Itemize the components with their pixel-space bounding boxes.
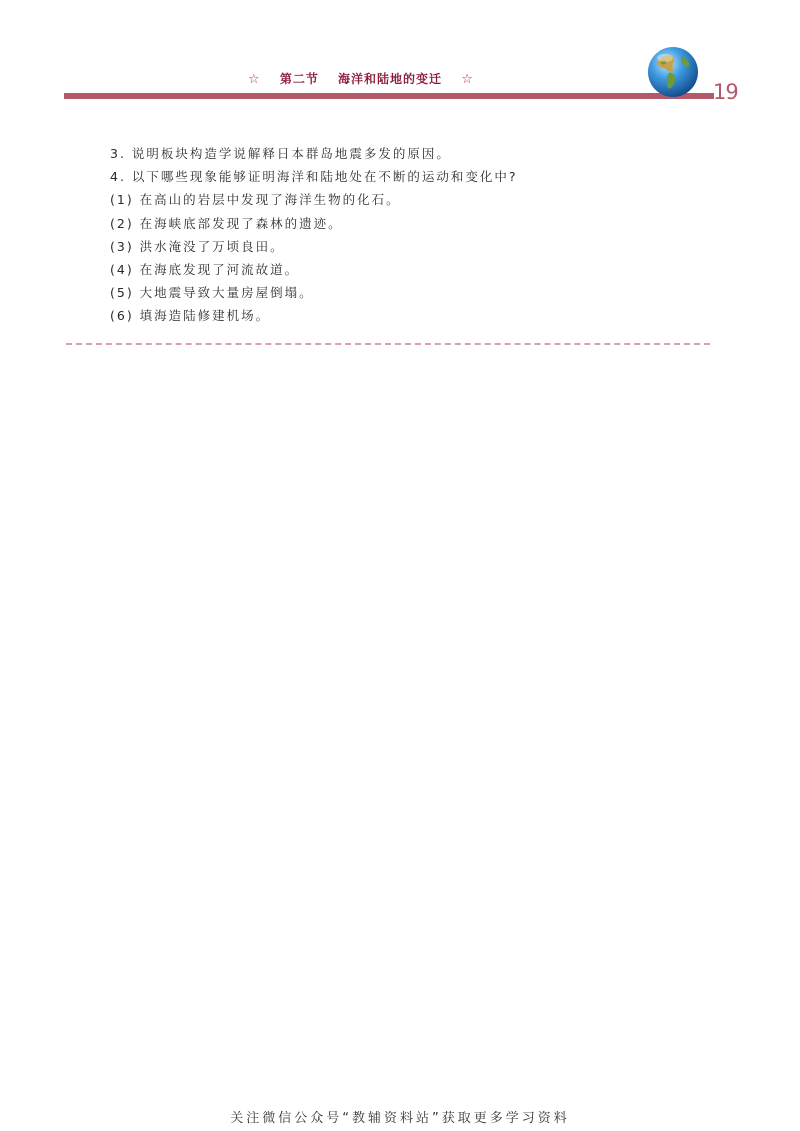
option-4: (4) 在海底发现了河流故道。 — [110, 262, 300, 278]
footer-note: 关注微信公众号“教辅资料站”获取更多学习资料 — [230, 1111, 570, 1126]
option-2: (2) 在海峡底部发现了森林的遗迹。 — [110, 215, 343, 231]
option-3: (3) 洪水淹没了万顷良田。 — [110, 238, 285, 254]
question-3: 3. 说明板块构造学说解释日本群岛地震多发的原因。 — [110, 146, 451, 161]
header-title — [248, 70, 474, 87]
star-icon: ☆ — [461, 72, 474, 87]
section-number: 第二节 — [279, 72, 319, 86]
globe-icon — [647, 46, 699, 98]
section-title: 海洋和陆地的变迁 — [338, 72, 443, 86]
header-rule — [64, 93, 714, 99]
page-number: 19 — [713, 80, 738, 104]
option-1: (1) 在高山的岩层中发现了海洋生物的化石。 — [110, 192, 401, 208]
option-6: (6) 填海造陆修建机场。 — [110, 308, 271, 324]
page-header — [0, 0, 800, 110]
question-list — [110, 142, 710, 328]
option-5: (5) 大地震导致大量房屋倒塌。 — [110, 285, 314, 301]
question-4: 4. 以下哪些现象能够证明海洋和陆地处在不断的运动和变化中? — [110, 169, 518, 185]
section-divider — [66, 343, 710, 345]
star-icon: ☆ — [248, 72, 261, 87]
